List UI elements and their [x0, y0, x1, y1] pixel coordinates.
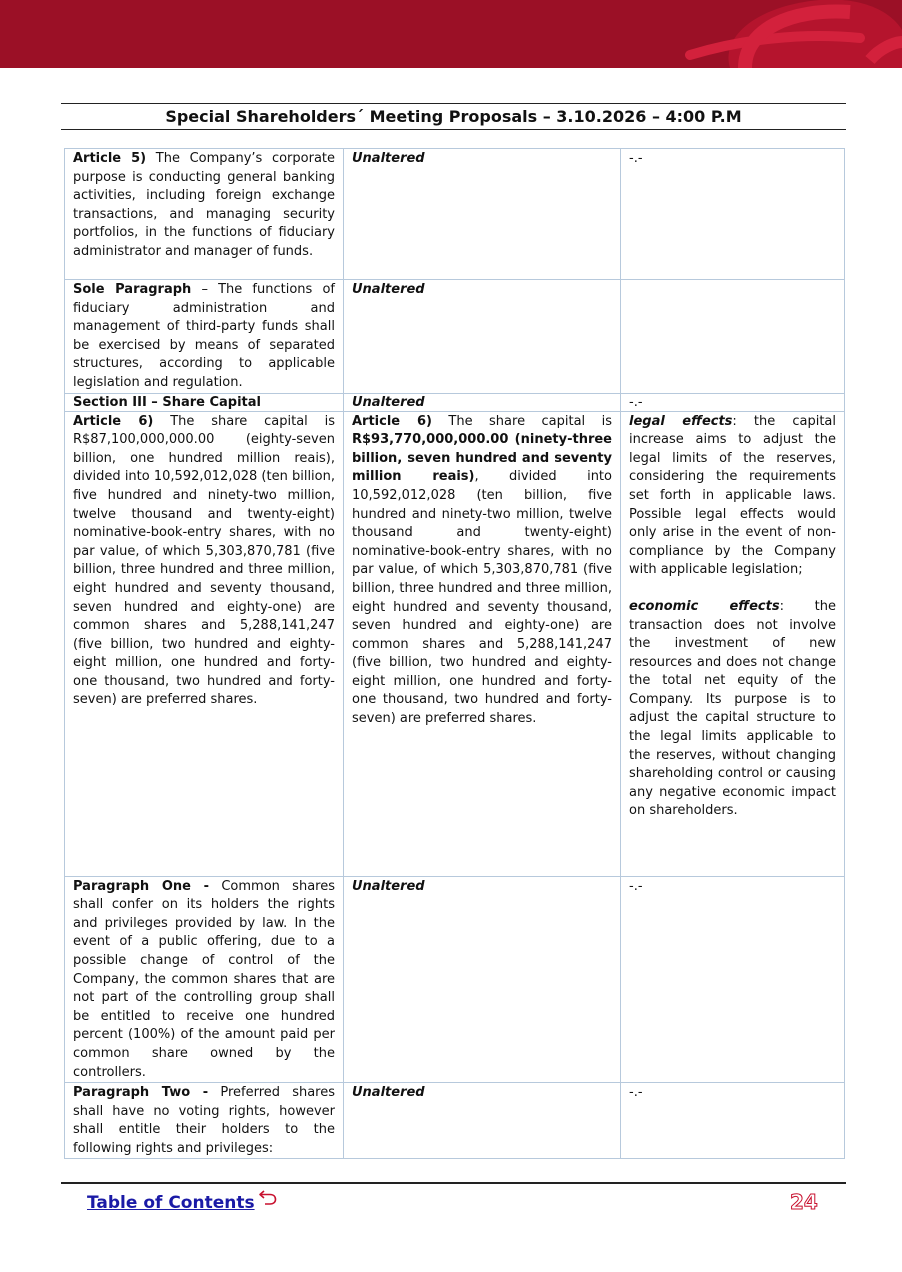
justification-text: -.- — [629, 878, 643, 894]
proposal-text-rest: , divided into 10,592,012,028 (ten billion, five hundred and ninety-two million, twelve thousand and twenty-eight) nominative-book-entry shares, with no par value, of which 5,303,870,781 (five billion, three hundred and three million, eight hundred and seventy thousand, seven hundred and eighty-one) are common shares and 5,288,141,247 (five billion, two hundred and eighty-eight million, one hundred and forty-one thousand, two hundred and forty-seven) are preferred shares. — [352, 469, 612, 727]
legal-effects-label: legal effects — [629, 413, 733, 429]
proposal-cell — [344, 1083, 621, 1159]
proposal-capital-amount: R$93,770,000,000.00 (ninety-three billion, seven hundred and seventy million reais) — [352, 432, 612, 485]
page-number: 24 — [790, 1190, 818, 1214]
title-rule-bottom — [61, 129, 846, 130]
table-row-sole-paragraph — [65, 280, 845, 394]
current-text-cell — [65, 411, 344, 876]
title-rule-top — [61, 103, 846, 104]
footer-rule — [61, 1182, 846, 1184]
proposal-text: The share capital is — [431, 413, 612, 429]
proposal-cell — [344, 393, 621, 411]
proposal-cell — [344, 876, 621, 1083]
table-row-paragraph-one — [65, 876, 845, 1083]
economic-effects-text: : the transaction does not involve the investment of new resources and does not change the total net equity of the Company. Its purpose is to adjust the capital structure to the legal limits applicable to the reserves, without changing shareholding control or causing any negative economic impact on shareholders. — [629, 598, 836, 819]
table-row-section-heading — [65, 393, 845, 411]
table-row-article-6 — [65, 411, 845, 876]
economic-effects — [629, 598, 836, 821]
current-text-cell — [65, 280, 344, 394]
paragraph-label: Sole Paragraph — [73, 282, 192, 297]
proposals-table — [64, 148, 845, 1159]
proposal-cell — [344, 149, 621, 280]
article-text: The share capital is R$87,100,000,000.00 (eighty-seven billion, one hundred million reais), divided into 10,592,012,028 (ten billion, five hundred and ninety-two million, twelve thousand and twenty-eight) nominative-book-entry shares, with no par value, of which 5,303,870,781 (five billion, three hundred and three million, eight hundred and seventy thousand, seven hundred and eighty-one) are common shares and 5,288,141,247 (five billion, two hundred and eighty-eight million, one hundred and forty-one thousand, two hundred and forty-seven) are preferred shares. — [73, 413, 336, 708]
justification-cell — [621, 1083, 845, 1159]
header-band — [0, 0, 902, 68]
proposal-article-label: Article 6) — [352, 413, 432, 429]
justification-cell — [621, 393, 845, 411]
article-text: The Company’s corporate purpose is conducting general banking activities, including foreign exchange transactions, and managing security portfolios, in the functions of fiduciary administrator and manager of funds. — [73, 151, 336, 259]
justification-cell — [621, 280, 845, 394]
table-row-paragraph-two — [65, 1083, 845, 1159]
paragraph-text: – The functions of fiduciary administration and management of third-party funds shall be exercised by means of separated structures, according to applicable legislation and regulation. — [73, 282, 335, 390]
justification-text: -.- — [629, 1085, 643, 1101]
page-title: Special Shareholders´ Meeting Proposals – 3.10.2026 – 4:00 P.M — [165, 107, 742, 126]
section-title: Section III – Share Capital — [73, 394, 261, 410]
proposal-status: Unaltered — [352, 1085, 425, 1101]
current-text-cell — [65, 1083, 344, 1159]
spacer — [629, 580, 836, 598]
justification-cell — [621, 149, 845, 280]
current-text-cell — [65, 876, 344, 1083]
proposal-status: Unaltered — [352, 151, 425, 166]
paragraph-text: Preferred shares shall have no voting rights, however shall entitle their holders to the following rights and privileges: — [73, 1085, 335, 1156]
table-of-contents-link[interactable]: Table of Contents — [87, 1193, 255, 1213]
current-text-cell — [65, 149, 344, 280]
bank-logo-arc-icon — [0, 0, 902, 68]
legal-effects-text: : the capital increase aims to adjust the legal limits of the reserves, considering the requirements set forth in applicable laws. Possible legal effects would only arise in the event of non-compliance by the Company with applicable legislation; — [629, 413, 836, 578]
justification-cell — [621, 411, 845, 876]
economic-effects-label: economic effects — [629, 598, 780, 614]
paragraph-label: Paragraph Two - — [73, 1085, 209, 1101]
proposal-cell — [344, 411, 621, 876]
proposal-status: Unaltered — [352, 282, 425, 297]
return-arrow-icon[interactable] — [258, 1188, 278, 1210]
section-heading-cell — [65, 393, 344, 411]
justification-text: -.- — [629, 394, 643, 410]
proposal-cell — [344, 280, 621, 394]
proposal-status: Unaltered — [352, 394, 425, 410]
article-label: Article 5) — [73, 151, 147, 166]
article-label: Article 6) — [73, 413, 154, 429]
legal-effects — [629, 413, 836, 580]
justification-cell — [621, 876, 845, 1083]
proposal-status: Unaltered — [352, 878, 425, 894]
justification-text: -.- — [629, 151, 643, 166]
paragraph-text: Common shares shall confer on its holders the rights and privileges provided by law. In the event of a public offering, due to a possible change of control of the Company, the common shares that are not part of the controlling group shall be entitled to receive one hundred percent (100%) of the amount paid per common share owned by the controllers. — [73, 878, 335, 1080]
paragraph-label: Paragraph One - — [73, 878, 210, 894]
table-row-article-5 — [65, 149, 845, 280]
